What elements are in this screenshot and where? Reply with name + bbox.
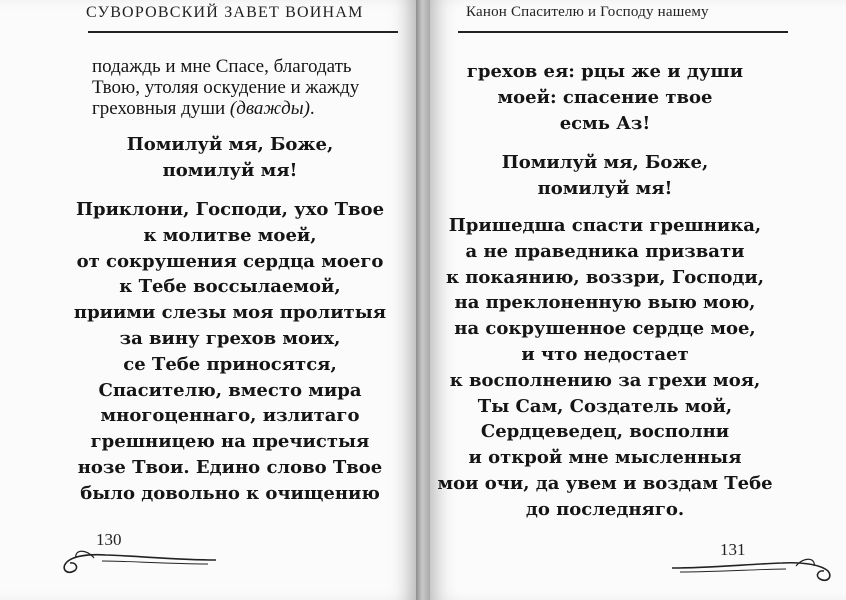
troparion-line: до последняго. <box>525 498 685 520</box>
troparion-line: и открой мне мысленныя <box>468 447 742 469</box>
page-number-right: 131 <box>720 540 746 559</box>
continuation-right <box>430 59 780 136</box>
flourish-ornament-left <box>58 538 218 578</box>
italic-note: (дважды) <box>229 98 310 119</box>
troparion-line: к покаянию, воззри, Господи, <box>445 266 765 288</box>
troparion-right <box>430 213 780 523</box>
troparion-line: за вину грехов моих, <box>119 327 341 349</box>
intro-line-last <box>92 98 410 119</box>
intro-line: Твою, утоляя оскудение и жажду <box>92 77 360 98</box>
running-head-right: Канон Спасителю и Господу нашему <box>466 4 709 20</box>
troparion-line: многоценнаго, излитаго <box>100 405 360 427</box>
troparion-line: мои очи, да увем и воздам Тебе <box>437 472 773 494</box>
left-page <box>0 0 416 600</box>
refrain-line: помилуй мя! <box>162 159 298 181</box>
troparion-line: Спасителю, вместо мира <box>98 379 362 401</box>
troparion-line: и что недостает <box>521 343 689 365</box>
troparion-line: к Тебе воссылаемой, <box>119 276 341 298</box>
troparion-line: нозе Твои. Едино слово Твое <box>77 456 383 478</box>
troparion-line: Ты Сам, Создатель мой, <box>477 395 733 417</box>
troparion-line: от сокрушения сердца моего <box>76 250 384 272</box>
troparion-line: Сердцеведец, восполни <box>480 421 730 443</box>
right-page <box>430 0 846 600</box>
intro-text: греховныя души <box>92 98 230 119</box>
flourish-ornament-right <box>670 546 840 586</box>
header-rule-right <box>458 31 788 33</box>
troparion-line: на преклоненную выю мою, <box>454 292 756 314</box>
refrain-line: Помилуй мя, Боже, <box>126 134 334 155</box>
troparion-line: Пришедша спасти грешника, <box>448 215 762 236</box>
refrain-line: помилуй мя! <box>537 177 673 199</box>
intro-paragraph <box>92 56 410 119</box>
troparion-line: приими слезы моя пролитыя <box>73 302 387 324</box>
book-gutter <box>416 0 430 600</box>
refrain-right <box>430 150 780 202</box>
header-rule-left <box>88 31 398 33</box>
continuation-line: есмь Аз! <box>559 112 651 134</box>
continuation-line: грехов ея: рцы же и души <box>466 61 744 82</box>
troparion-line: Приклони, Господи, ухо Твое <box>75 199 385 220</box>
troparion-line: к молитве моей, <box>143 224 317 246</box>
refrain-line: Помилуй мя, Боже, <box>501 152 709 173</box>
intro-line: подаждь и мне Спасе, благодать <box>92 56 352 77</box>
troparion-line: а не праведника призвати <box>465 240 745 262</box>
troparion-line: на сокрушенное сердце мое, <box>454 318 756 340</box>
continuation-line: моей: спасение твое <box>497 86 713 108</box>
troparion-line: грешницею на пречистыя <box>90 431 370 453</box>
intro-punct: . <box>309 98 315 119</box>
page-number-left: 130 <box>96 530 122 549</box>
troparion-line: се Тебе приносятся, <box>123 353 337 375</box>
running-head-left: СУВОРОВСКИЙ ЗАВЕТ ВОИНАМ <box>86 4 364 21</box>
troparion-left <box>30 197 416 507</box>
refrain-left <box>30 132 416 184</box>
troparion-line: к восполнению за грехи моя, <box>449 369 761 391</box>
troparion-line: было довольно к очищению <box>80 482 380 504</box>
